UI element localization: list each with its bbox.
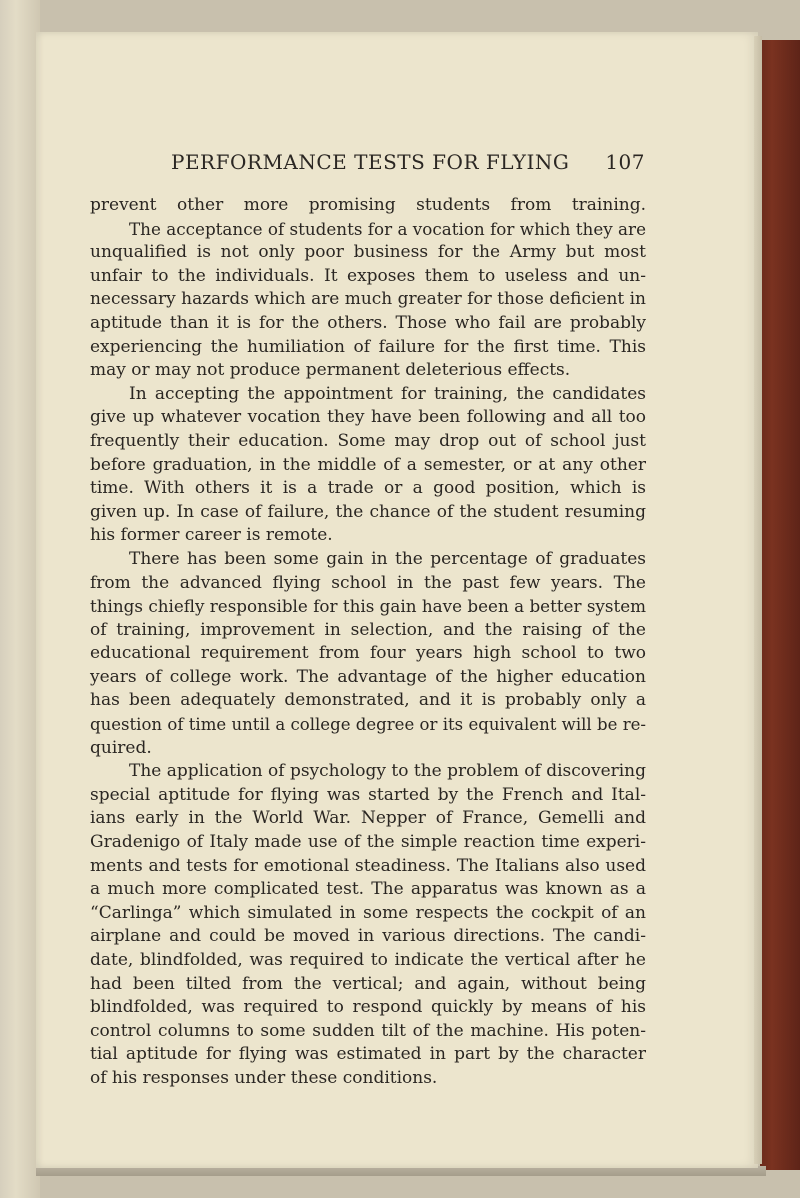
text-line: Gradenigo of Italy made use of the simple reaction time experi-	[90, 832, 646, 853]
text-line: give up whatever vocation they have been following and all too	[90, 407, 646, 428]
text-line: ians early in the World War. Nepper of France, Gemelli and	[90, 808, 646, 829]
text-line: airplane and could be moved in various directions. The candi-	[90, 926, 646, 947]
text-line: before graduation, in the middle of a semester, or at any other	[90, 454, 646, 475]
text-line: experiencing the humiliation of failure for the first time. This	[90, 336, 646, 357]
text-line: There has been some gain in the percentage of graduates	[129, 548, 646, 569]
text-line: of his responses under these conditions.	[90, 1067, 438, 1088]
page-fore-edge	[754, 36, 762, 1164]
text-line: aptitude than it is for the others. Those who fail are probably	[90, 312, 646, 333]
text-line: The acceptance of students for a vocation for which they are	[129, 218, 646, 239]
text-line: prevent other more promising students from training.	[90, 195, 646, 215]
book-cover-edge	[760, 40, 800, 1170]
text-line: In accepting the appointment for training, the candidates	[129, 383, 646, 404]
text-line: necessary hazards which are much greater for those deficient in	[90, 289, 646, 310]
text-line: educational requirement from four years high school to two	[90, 643, 646, 664]
text-line: control columns to some sudden tilt of the machine. His poten-	[90, 1020, 646, 1041]
text-line: from the advanced flying school in the past few years. The	[90, 572, 646, 593]
text-line: blindfolded, was required to respond quickly by means of his	[90, 997, 646, 1018]
text-line: quired.	[90, 737, 152, 758]
text-line: question of time until a college degree or its equivalent will be re-	[90, 715, 646, 735]
running-head-title: PERFORMANCE TESTS FOR FLYING	[171, 150, 570, 174]
facing-page-edge	[0, 0, 40, 1198]
text-line: given up. In case of failure, the chance of the student resuming	[90, 501, 646, 522]
text-line: his former career is remote.	[90, 525, 333, 546]
text-line: unqualified is not only poor business for the Army but most	[90, 242, 646, 263]
text-line: things chiefly responsible for this gain have been a better system	[90, 596, 646, 617]
text-line: frequently their education. Some may drop out of school just	[90, 430, 646, 451]
text-line: The application of psychology to the problem of discovering	[129, 761, 646, 782]
body-text	[90, 194, 646, 1091]
page-number: 107	[605, 150, 645, 174]
text-line: ments and tests for emotional steadiness. The Italians also used	[90, 855, 646, 876]
text-line: a much more complicated test. The apparatus was known as a	[90, 879, 646, 900]
text-line: may or may not produce permanent deleterious effects.	[90, 360, 571, 381]
text-line: has been adequately demonstrated, and it is probably only a	[90, 690, 646, 711]
running-head	[171, 150, 645, 180]
text-line: of training, improvement in selection, and the raising of the	[90, 619, 646, 640]
text-line: “Carlinga” which simulated in some respects the cockpit of an	[90, 902, 646, 923]
text-line: years of college work. The advantage of the higher education	[90, 666, 646, 687]
text-line: time. With others it is a trade or a good position, which is	[90, 478, 646, 499]
text-line: had been tilted from the vertical; and again, without being	[90, 973, 646, 994]
text-line: unfair to the individuals. It exposes them to useless and un-	[90, 265, 646, 286]
text-line: special aptitude for flying was started by the French and Ital-	[90, 784, 646, 805]
text-line: tial aptitude for flying was estimated in part by the character	[90, 1044, 646, 1065]
text-line: date, blindfolded, was required to indicate the vertical after he	[90, 950, 646, 970]
